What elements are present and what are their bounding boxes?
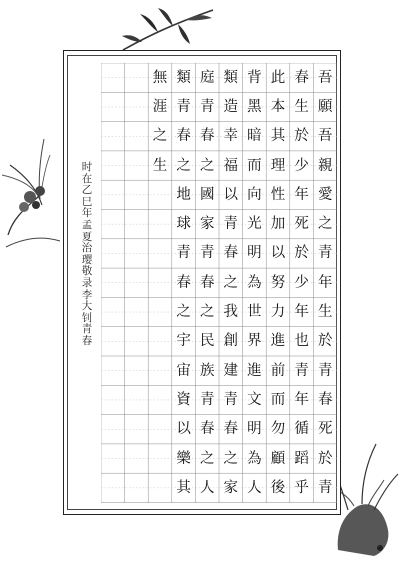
calligraphy-character: 力 [270, 304, 286, 321]
calligraphy-character: 春 [199, 274, 215, 291]
signature-character: 乙 [81, 184, 93, 197]
calligraphy-character: 之 [317, 216, 333, 233]
calligraphy-character: 於 [317, 450, 333, 467]
calligraphy-character: 死 [317, 421, 333, 438]
calligraphy-character: 少 [294, 157, 309, 174]
calligraphy-character: 人 [199, 479, 215, 496]
signature-character: 年 [81, 207, 93, 220]
text-column [219, 63, 243, 503]
signature-character: 夏 [81, 230, 93, 243]
calligraphy-character: 少 [294, 274, 309, 291]
calligraphy-character: 青 [294, 362, 309, 379]
calligraphy-character: 世 [247, 304, 262, 321]
calligraphy-character: 於 [317, 333, 333, 350]
calligraphy-character: 於 [294, 245, 309, 262]
calligraphy-character: 青 [199, 98, 215, 115]
calligraphy-character: 吾 [317, 128, 333, 145]
calligraphy-character: 本 [270, 98, 286, 115]
calligraphy-character: 其 [176, 479, 191, 496]
calligraphy-character: 家 [223, 479, 239, 496]
calligraphy-character: 春 [176, 274, 191, 291]
signature-character: 大 [81, 300, 93, 313]
calligraphy-character: 青 [199, 391, 215, 408]
calligraphy-character: 青 [176, 98, 191, 115]
calligraphy-character: 努 [270, 274, 286, 291]
calligraphy-character: 後 [270, 479, 286, 496]
text-column [313, 63, 337, 503]
calligraphy-character: 青 [223, 391, 239, 408]
calligraphy-character: 春 [317, 391, 333, 408]
calligraphy-character: 類 [176, 69, 191, 86]
calligraphy-character: 幸 [223, 128, 239, 145]
calligraphy-character: 青 [317, 479, 333, 496]
calligraphy-character: 涯 [152, 98, 168, 115]
calligraphy-character: 青 [176, 245, 191, 262]
signature-column [78, 162, 96, 348]
calligraphy-character: 春 [199, 421, 215, 438]
calligraphy-character: 文 [247, 391, 262, 408]
calligraphy-character: 其 [270, 128, 286, 145]
calligraphy-character: 春 [176, 128, 191, 145]
calligraphy-character: 年 [294, 391, 309, 408]
calligraphy-character: 春 [223, 245, 239, 262]
calligraphy-character: 造 [223, 98, 239, 115]
calligraphy-character: 進 [247, 362, 262, 379]
text-column [172, 63, 196, 503]
calligraphy-character: 之 [199, 157, 215, 174]
calligraphy-character: 青 [317, 362, 333, 379]
calligraphy-character: 年 [294, 186, 309, 203]
signature-character: 时 [81, 161, 93, 173]
text-column [195, 63, 219, 503]
calligraphy-character: 死 [294, 216, 309, 233]
calligraphy-character: 以 [270, 245, 286, 262]
calligraphy-character: 樂 [176, 450, 191, 467]
signature-character: 春 [81, 334, 93, 347]
calligraphy-character: 明 [247, 421, 262, 438]
calligraphy-character: 年 [294, 304, 309, 321]
calligraphy-character: 福 [223, 157, 239, 174]
calligraphy-character: 之 [199, 450, 215, 467]
calligraphy-character: 為 [247, 274, 262, 291]
calligraphy-character: 青 [223, 216, 239, 233]
calligraphy-character: 地 [176, 186, 191, 203]
calligraphy-character: 理 [270, 157, 286, 174]
calligraphy-character: 之 [223, 274, 239, 291]
calligraphy-character: 乎 [294, 479, 309, 496]
signature-character: 在 [81, 172, 93, 185]
calligraphy-character: 界 [247, 333, 262, 350]
calligraphy-character: 此 [270, 69, 286, 86]
calligraphy-character: 類 [223, 69, 239, 86]
calligraphy-character: 之 [223, 450, 239, 467]
calligraphy-character: 宙 [176, 362, 191, 379]
calligraphy-character: 春 [223, 421, 239, 438]
calligraphy-character: 願 [317, 98, 333, 115]
calligraphy-character: 族 [199, 362, 215, 379]
calligraphy-character: 年 [317, 274, 333, 291]
signature-character: 录 [81, 276, 93, 289]
calligraphy-character: 背 [247, 69, 262, 86]
calligraphy-character: 吾 [317, 69, 333, 86]
calligraphy-character: 庭 [199, 69, 215, 86]
calligraphy-character: 之 [152, 128, 168, 145]
calligraphy-character: 之 [199, 304, 215, 321]
calligraphy-character: 暗 [247, 128, 262, 145]
text-column [266, 63, 290, 503]
calligraphy-character: 之 [176, 304, 191, 321]
calligraphy-character: 前 [270, 362, 286, 379]
calligraphy-character: 親 [317, 157, 333, 174]
text-column [290, 63, 314, 503]
calligraphy-character: 為 [247, 450, 262, 467]
calligraphy-character: 也 [294, 333, 309, 350]
calligraphy-character: 春 [199, 128, 215, 145]
calligraphy-character: 春 [294, 69, 309, 86]
calligraphy-character: 而 [247, 157, 262, 174]
bamboo-branch-icon [118, 6, 218, 56]
calligraphy-character: 人 [247, 479, 262, 496]
calligraphy-character: 家 [199, 216, 215, 233]
calligraphy-character: 資 [176, 391, 191, 408]
orchid-rock-left-icon [0, 135, 72, 255]
calligraphy-character: 國 [199, 186, 215, 203]
calligraphy-character: 生 [152, 157, 168, 174]
calligraphy-character: 而 [270, 391, 286, 408]
text-column [148, 63, 172, 503]
calligraphy-character: 向 [247, 186, 262, 203]
signature-character: 巳 [81, 195, 93, 208]
signature-character: 孟 [81, 218, 93, 231]
calligraphy-character: 以 [223, 186, 239, 203]
calligraphy-character: 愛 [317, 186, 333, 203]
calligraphy-character: 無 [152, 69, 168, 86]
calligraphy-character: 我 [223, 304, 239, 321]
calligraphy-character: 以 [176, 421, 191, 438]
signature-character: 李 [81, 288, 93, 301]
calligraphy-character: 之 [176, 157, 191, 174]
calligraphy-character: 生 [294, 98, 309, 115]
calligraphy-text [101, 63, 337, 503]
calligraphy-character: 於 [294, 128, 309, 145]
calligraphy-character: 創 [223, 333, 239, 350]
calligraphy-character: 性 [270, 186, 286, 203]
calligraphy-character: 光 [247, 216, 262, 233]
calligraphy-character: 黑 [247, 98, 262, 115]
signature-character: 治 [81, 242, 93, 255]
calligraphy-character: 蹈 [294, 450, 309, 467]
calligraphy-character: 建 [223, 362, 239, 379]
calligraphy-character: 循 [294, 421, 309, 438]
signature-character: 青 [81, 323, 93, 336]
calligraphy-character: 加 [270, 216, 286, 233]
calligraphy-character: 青 [317, 245, 333, 262]
calligraphy-character: 顧 [270, 450, 286, 467]
calligraphy-character: 明 [247, 245, 262, 262]
calligraphy-character: 進 [270, 333, 286, 350]
signature-character: 璎 [81, 253, 93, 266]
signature-character: 钊 [81, 311, 93, 324]
calligraphy-character: 宇 [176, 333, 191, 350]
calligraphy-character: 民 [199, 333, 215, 350]
text-column [243, 63, 267, 503]
calligraphy-character: 青 [199, 245, 215, 262]
signature-character: 敬 [81, 265, 93, 278]
calligraphy-character: 球 [176, 216, 191, 233]
calligraphy-character: 生 [317, 304, 333, 321]
calligraphy-character: 勿 [270, 421, 286, 438]
